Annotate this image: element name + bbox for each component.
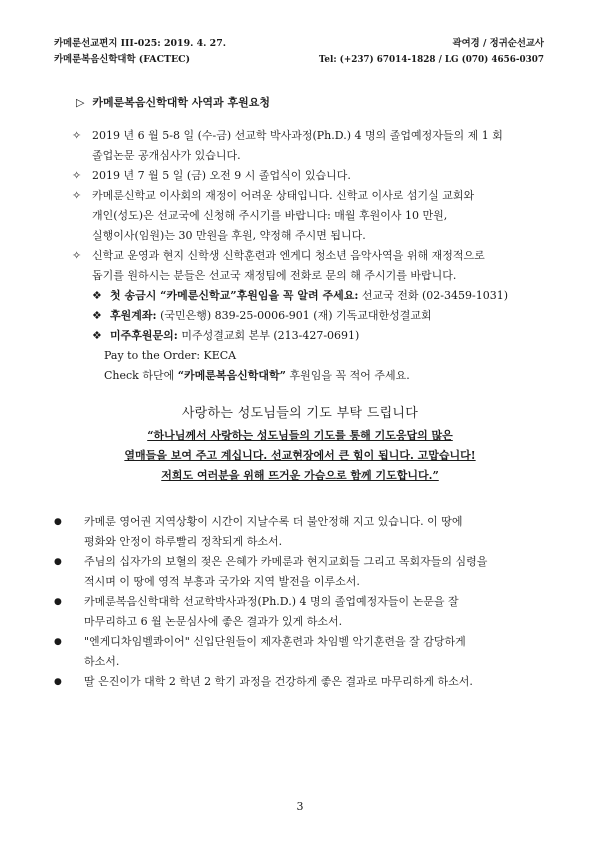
circle-bullet-icon: ● xyxy=(54,517,62,527)
check-text-pre: Check 하단에 xyxy=(104,369,178,382)
item-line: "엔게디차임벨콰이어" 신입단원들이 제자훈련과 차임벨 악기훈련을 잘 감당하게 xyxy=(84,635,466,648)
letter-id: 카메룬선교편지 III-025: 2019. 4. 27. xyxy=(54,38,226,49)
sub-item xyxy=(92,306,552,326)
check-text-post: 후원임을 꼭 적어 주세요. xyxy=(286,369,410,382)
page-number: 3 xyxy=(296,800,304,813)
sub-item-label: 미주후원문의: xyxy=(110,329,178,342)
sub-item xyxy=(92,326,552,346)
item-line: 실행이사(임원)는 30 만원을 후원, 약정해 주시면 됩니다. xyxy=(92,229,366,242)
quote-line: “하나님께서 사랑하는 성도님들의 기도를 통해 기도응답의 많은 xyxy=(147,429,453,442)
quote-line: 저희도 여러분을 위해 뜨거운 가슴으로 함께 기도합니다.” xyxy=(161,469,439,482)
item-line: 개인(성도)은 선교국에 신청해 주시기를 바랍니다: 매월 후원이사 10 만원, xyxy=(92,209,448,222)
section1-heading xyxy=(76,93,270,113)
list-item xyxy=(72,166,552,186)
diamond-bullet-icon: ❖ xyxy=(92,309,102,322)
item-line: 2019 년 7 월 5 일 (금) 오전 9 시 졸업식이 있습니다. xyxy=(92,169,351,182)
sub-item xyxy=(92,286,552,306)
item-line: 주님의 십자가의 보혈의 젖은 은혜가 카메룬과 현지교회들 그리고 목회자들의 심령을 xyxy=(84,555,488,568)
support-info xyxy=(72,286,552,386)
item-line: 평화와 안정이 하루빨리 정착되게 하소서. xyxy=(84,535,283,548)
item-line: 카메룬신학교 이사회의 재정이 어려운 상태입니다. 신학교 이사로 섬기실 교회와 xyxy=(92,189,475,202)
list-item xyxy=(54,512,554,552)
sub-item-value: 미주성결교회 본부 (213-427-0691) xyxy=(177,329,360,342)
sub-item-label: 첫 송금시 “카메룬신학교”후원임을 꼭 알려 주세요: xyxy=(110,289,359,302)
section1-title: 카메룬복음신학대학 사역과 후원요청 xyxy=(92,96,270,109)
quote-line: 열매들을 보여 주고 계십니다. 선교현장에서 큰 힘이 됩니다. 고맙습니다! xyxy=(124,449,476,462)
circle-bullet-icon: ● xyxy=(54,557,62,567)
item-line: 신학교 운영과 현지 신학생 신학훈련과 엔게디 청소년 음악사역을 위해 재정적으로 xyxy=(92,249,485,262)
list-item xyxy=(72,186,552,246)
item-line: 돕기를 원하시는 분들은 선교국 재정팀에 전화로 문의 해 주시기를 바랍니다. xyxy=(92,269,457,282)
sub-item-label: 후원계좌: xyxy=(110,309,157,322)
prayer-title: 사랑하는 성도님들의 기도 부탁 드립니다 xyxy=(181,406,419,421)
circle-bullet-icon: ● xyxy=(54,597,62,607)
prayer-list xyxy=(54,512,554,692)
item-line: 적시며 이 땅에 영적 부흥과 국가와 지역 발전을 이루소서. xyxy=(84,575,360,588)
circle-bullet-icon: ● xyxy=(54,677,62,687)
organization-name: 카메룬복음신학대학 (FACTEC) xyxy=(54,54,191,65)
sub-item-value: (국민은행) 839-25-0006-901 (재) 기독교대한성결교회 xyxy=(156,309,432,322)
item-line: 2019 년 6 월 5-8 일 (수-금) 선교학 박사과정(Ph.D.) 4 명의 졸업예정자들의 제 1 회 xyxy=(92,129,503,142)
list-item xyxy=(54,632,554,672)
authors: 곽여경 / 정귀순선교사 xyxy=(452,38,544,49)
sparkle-bullet-icon: ✧ xyxy=(72,189,82,202)
triangle-marker-icon: ▷ xyxy=(76,96,85,109)
item-line: 딸 은진이가 대학 2 학년 2 학기 과정을 건강하게 좋은 결과로 마무리하게 하소서. xyxy=(84,675,473,688)
list-item xyxy=(72,246,552,286)
list-item xyxy=(54,552,554,592)
item-line: 카메룬 영어권 지역상황이 시간이 지날수록 더 불안정해 지고 있습니다. 이 땅에 xyxy=(84,515,463,528)
list-item xyxy=(54,672,554,692)
telephone: Tel: (+237) 67014-1828 / LG (070) 4656-0307 xyxy=(318,55,544,65)
item-line: 하소서. xyxy=(84,655,120,668)
diamond-bullet-icon: ❖ xyxy=(92,289,102,302)
check-text-bold: “카메룬복음신학대학” xyxy=(177,369,287,382)
sparkle-bullet-icon: ✧ xyxy=(72,169,82,182)
section1-list xyxy=(72,126,552,386)
item-line: 카메룬복음신학대학 선교학박사과정(Ph.D.) 4 명의 졸업예정자들이 논문을 잘 xyxy=(84,595,459,608)
sub-item-value: 선교국 전화 (02-3459-1031) xyxy=(358,289,509,302)
item-line: 졸업논문 공개심사가 있습니다. xyxy=(92,149,241,162)
list-item xyxy=(54,592,554,632)
sparkle-bullet-icon: ✧ xyxy=(72,249,82,262)
item-line: 마무리하고 6 월 논문심사에 좋은 결과가 있게 하소서. xyxy=(84,615,343,628)
pay-to-line: Pay to the Order: KECA xyxy=(104,349,237,362)
prayer-quote xyxy=(80,426,520,486)
diamond-bullet-icon: ❖ xyxy=(92,329,102,342)
sparkle-bullet-icon: ✧ xyxy=(72,129,82,142)
check-line xyxy=(92,366,552,386)
circle-bullet-icon: ● xyxy=(54,637,62,647)
list-item xyxy=(72,126,552,166)
